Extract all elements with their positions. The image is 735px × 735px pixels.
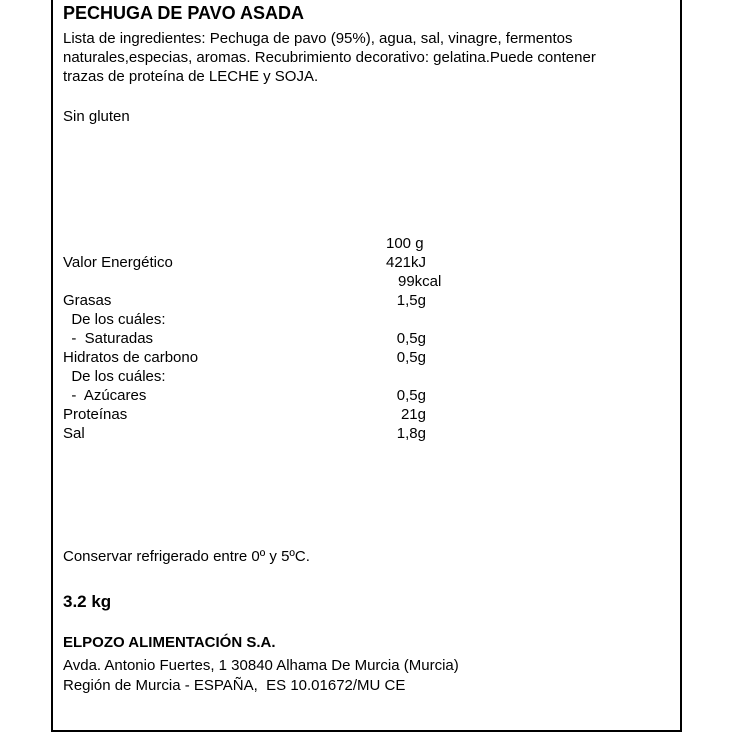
ingredients-line-3: trazas de proteína de LECHE y SOJA. <box>63 68 319 85</box>
product-title: PECHUGA DE PAVO ASADA <box>63 3 305 23</box>
company-address: Avda. Antonio Fuertes, 1 30840 Alhama De Murcia (Murcia) <box>63 657 459 674</box>
storage-instructions: Conservar refrigerado entre 0º y 5ºC. <box>63 548 310 565</box>
net-weight: 3.2 kg <box>63 592 112 611</box>
nutrition-row-value: 21g <box>400 406 426 423</box>
nutrition-row-label: - Saturadas <box>63 330 154 347</box>
energy-label: Valor Energético <box>63 254 173 271</box>
nutrition-row-value: 0,5g <box>396 349 426 366</box>
energy-kj-value: 421kJ <box>386 254 427 271</box>
nutrition-row-label: De los cuáles: <box>63 368 166 385</box>
nutrition-row-label: Grasas <box>63 292 112 309</box>
nutrition-header: 100 g <box>386 235 424 252</box>
ingredients-line-1: Lista de ingredientes: Pechuga de pavo (95%), agua, sal, vinagre, fermentos <box>63 30 573 47</box>
ingredients-line-2: naturales,especias, aromas. Recubrimiento decorativo: gelatina.Puede contener <box>63 49 596 66</box>
nutrition-row-label: - Azúcares <box>63 387 147 404</box>
nutrition-row-value: 0,5g <box>396 387 426 404</box>
energy-kcal-value: 99kcal <box>398 273 442 290</box>
company-name: ELPOZO ALIMENTACIÓN S.A. <box>63 634 276 651</box>
nutrition-row-value: 0,5g <box>396 330 426 347</box>
nutrition-row-label: Hidratos de carbono <box>63 349 199 366</box>
nutrition-row-label: Proteínas <box>63 406 128 423</box>
nutrition-row-label: De los cuáles: <box>63 311 166 328</box>
nutrition-row-label: Sal <box>63 425 85 442</box>
nutrition-row-value: 1,8g <box>396 425 426 442</box>
gluten-free-claim: Sin gluten <box>63 108 130 125</box>
company-region: Región de Murcia - ESPAÑA, ES 10.01672/MU CE <box>63 677 406 694</box>
nutrition-row-value: 1,5g <box>396 292 426 309</box>
